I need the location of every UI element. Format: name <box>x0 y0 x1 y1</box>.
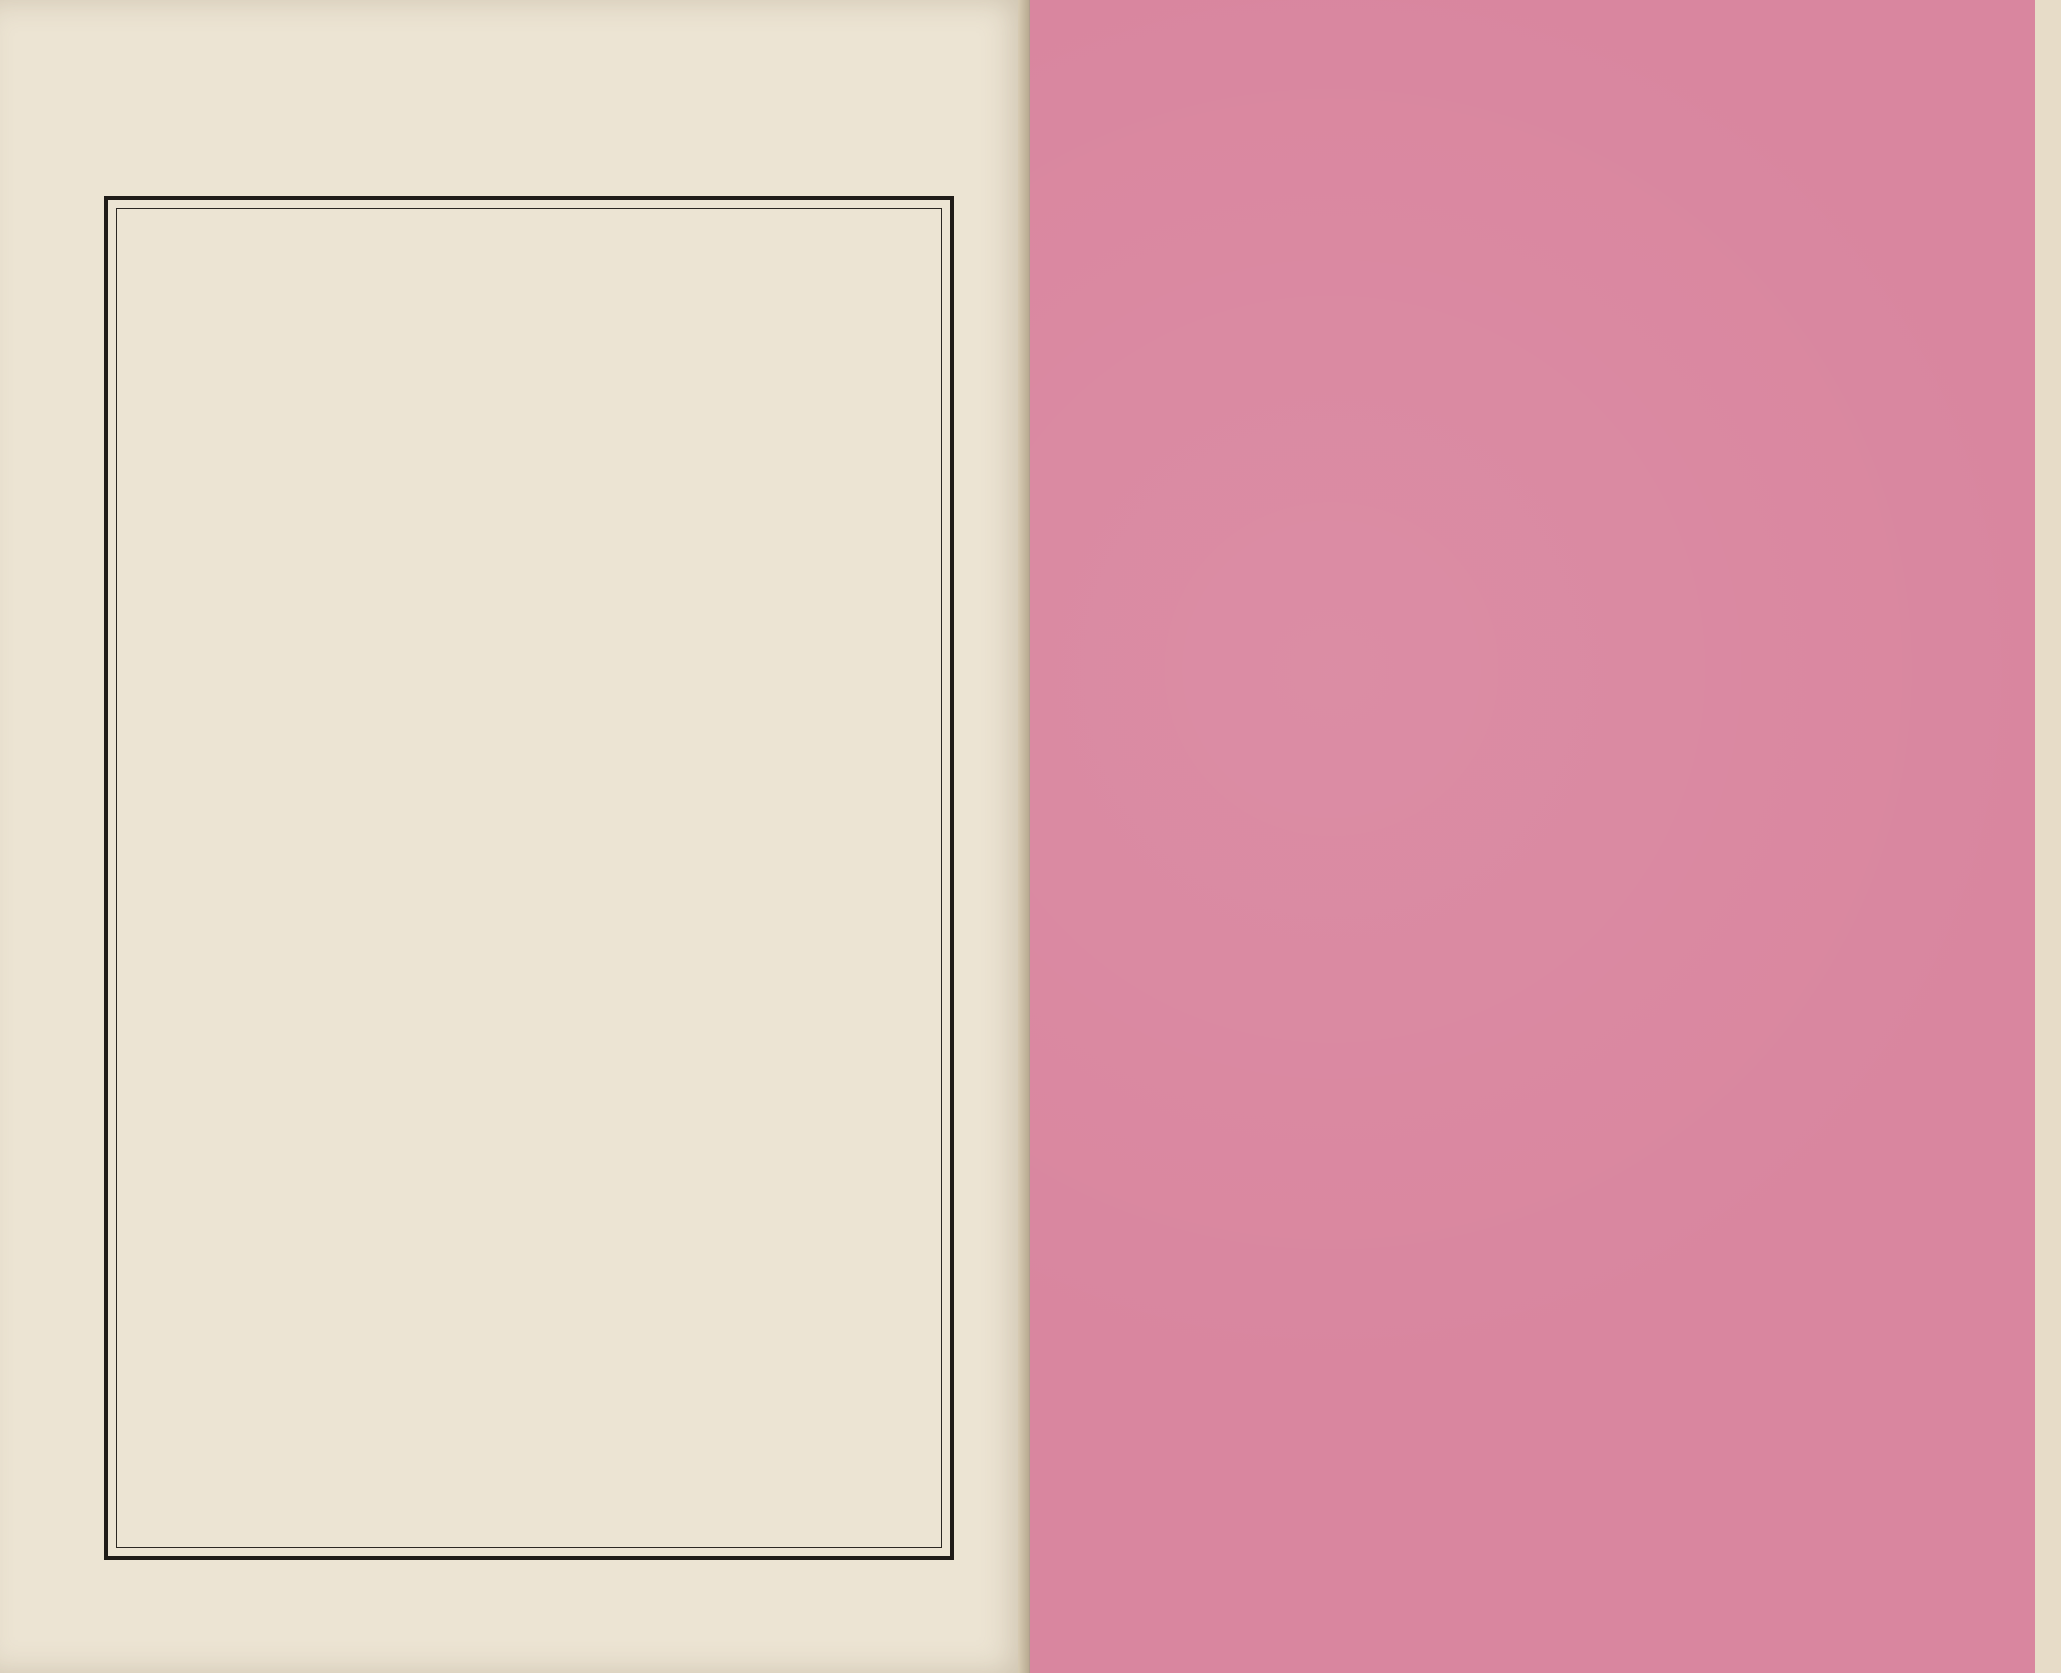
register-table-frame <box>104 196 954 1560</box>
register-table <box>116 208 942 1548</box>
page-edge <box>2035 0 2061 1673</box>
right-page-pink-sheet <box>1030 0 2035 1673</box>
left-page <box>0 0 1030 1673</box>
